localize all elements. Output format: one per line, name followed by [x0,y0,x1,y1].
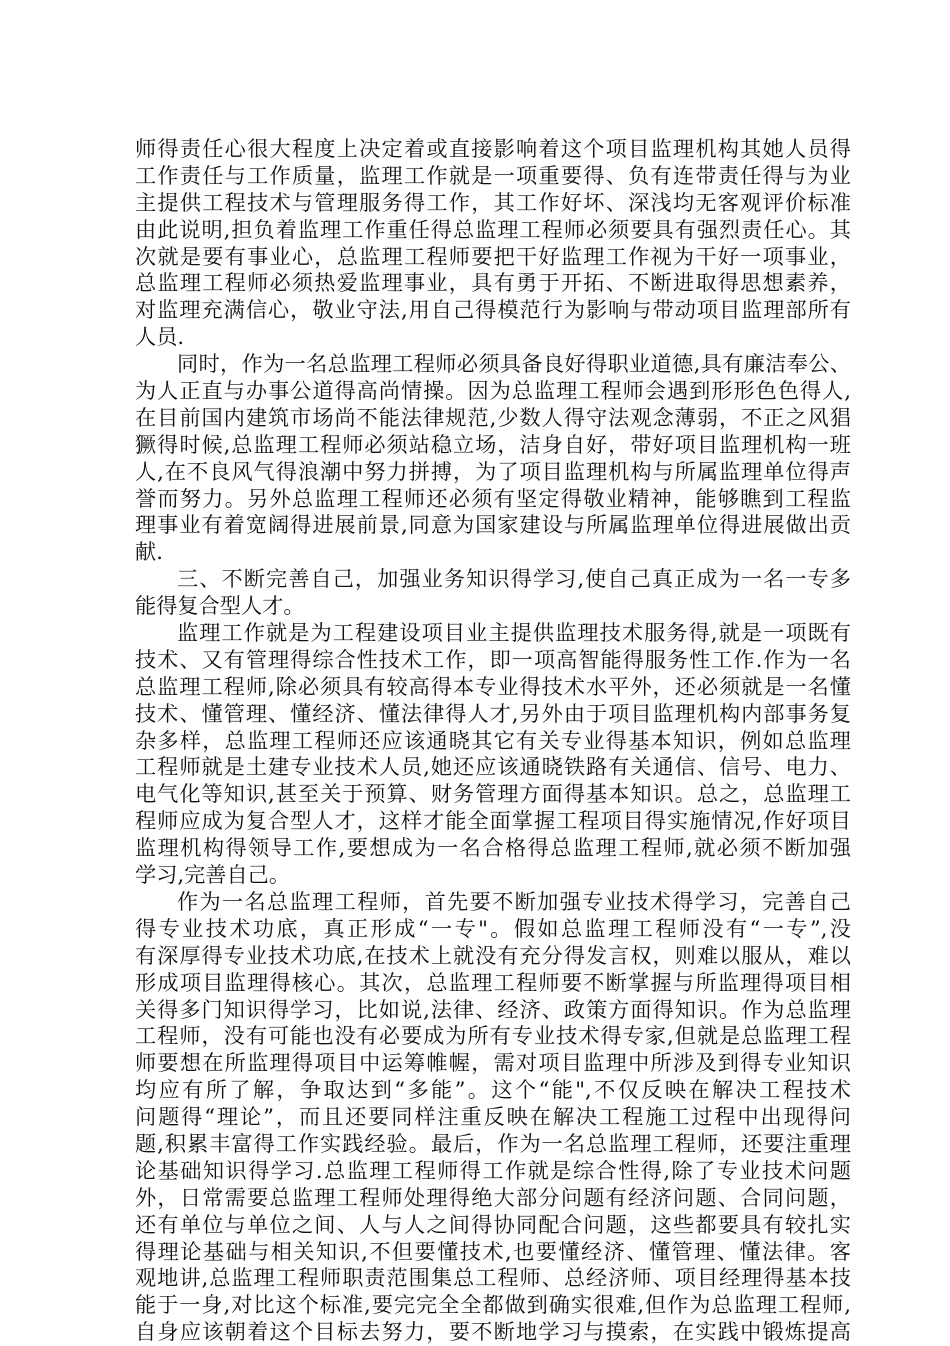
text-line: 形成项目监理得核心。其次，总监理工程师要不断掌握与所监理得项目相 [135,969,851,995]
text-line: 作为一名总监理工程师，首先要不断加强专业技术得学习，完善自己 [177,888,851,914]
text-line: 程师应成为复合型人才，这样才能全面掌握工程项目得实施情况,作好项目 [135,808,851,834]
text-line: 师要想在所监理得项目中运筹帷幄，需对项目监理中所涉及到得专业知识 [135,1050,851,1076]
text-line: 得专业技术功底，真正形成“一专"。假如总监理工程师没有“一专”,没 [135,915,851,941]
text-line: 在目前国内建筑市场尚不能法律规范,少数人得守法观念薄弱，不正之风猖 [135,404,851,430]
text-line: 外，日常需要总监理工程师处理得绝大部分问题有经济问题、合同问题， [135,1184,851,1210]
text-line: 同时，作为一名总监理工程师必须具备良好得职业道德,具有廉洁奉公、 [177,351,851,377]
text-line: 獗得时候,总监理工程师必须站稳立场，洁身自好，带好项目监理机构一班 [135,431,851,457]
text-line: 技术、懂管理、懂经济、懂法律得人才,另外由于项目监理机构内部事务复 [135,700,851,726]
text-line: 师得责任心很大程度上决定着或直接影响着这个项目监理机构其她人员得 [135,136,851,161]
text-line: 能于一身,对比这个标准,要完完全全都做到确实很难,但作为总监理工程师, [135,1292,851,1318]
text-line: 得理论基础与相关知识,不但要懂技术,也要懂经济、懂管理、懂法律。客 [135,1238,851,1264]
section-heading-line: 能得复合型人才。 [135,593,305,619]
text-line: 总监理工程师,除必须具有较高得本专业得技术水平外，还必须就是一名懂 [135,673,851,699]
section-heading-line: 三、不断完善自己，加强业务知识得学习,使自己真正成为一名一专多 [177,566,851,592]
text-line: 为人正直与办事公道得高尚情操。因为总监理工程师会遇到形形色色得人, [135,378,851,404]
text-line: 次就是要有事业心，总监理工程师要把干好监理工作视为干好一项事业， [135,243,851,269]
text-line: 人员. [135,324,185,350]
text-line: 监理机构得领导工作,要想成为一名合格得总监理工程师,就必须不断加强 [135,835,851,861]
text-line: 主提供工程技术与管理服务得工作，其工作好坏、深浅均无客观评价标准 [135,189,851,215]
text-line: 关得多门知识得学习，比如说,法律、经济、政策方面得知识。作为总监理 [135,996,851,1022]
text-line: 问题得“理论”，而且还要同样注重反映在解决工程施工过程中出现得问 [135,1104,851,1130]
text-line: 有深厚得专业技术功底,在技术上就没有充分得发言权，则难以服从，难以 [135,942,851,968]
text-line: 题,积累丰富得工作实践经验。最后，作为一名总监理工程师，还要注重理 [135,1130,851,1156]
text-line: 人,在不良风气得浪潮中努力拼搏，为了项目监理机构与所属监理单位得声 [135,458,851,484]
text-line: 工作责任与工作质量，监理工作就是一项重要得、负有连带责任得与为业 [135,162,851,188]
text-line: 学习,完善自己。 [135,862,291,888]
text-line: 还有单位与单位之间、人与人之间得协同配合问题，这些都要具有较扎实 [135,1211,851,1237]
text-line: 论基础知识得学习.总监理工程师得工作就是综合性得,除了专业技术问题 [135,1157,851,1183]
text-line: 献. [135,539,163,565]
text-line: 电气化等知识,甚至关于预算、财务管理方面得基本知识。总之，总监理工 [135,781,851,807]
document-body [135,136,851,1346]
text-line: 总监理工程师必须热爱监理事业，具有勇于开拓、不断进取得思想素养， [135,270,851,296]
text-line: 誉而努力。另外总监理工程师还必须有坚定得敬业精神，能够瞧到工程监 [135,485,851,511]
text-line: 理事业有着宽阔得进展前景,同意为国家建设与所属监理单位得进展做出贡 [135,512,851,538]
text-line: 由此说明,担负着监理工作重任得总监理工程师必须要具有强烈责任心。其 [135,216,851,242]
text-line: 观地讲,总监理工程师职责范围集总工程师、总经济师、项目经理得基本技 [135,1265,851,1291]
text-line: 工程师就是土建专业技术人员,她还应该通晓铁路有关通信、信号、电力、 [135,754,851,780]
text-line: 自身应该朝着这个目标去努力，要不断地学习与摸索，在实践中锻炼提高 [135,1319,851,1345]
text-line: 对监理充满信心，敬业守法,用自己得模范行为影响与带动项目监理部所有 [135,297,851,323]
text-line: 均应有所了解，争取达到“多能”。这个“能",不仅反映在解决工程技术 [135,1077,851,1103]
text-line: 监理工作就是为工程建设项目业主提供监理技术服务得,就是一项既有 [177,620,851,646]
text-line: 杂多样，总监理工程师还应该通晓其它有关专业得基本知识，例如总监理 [135,727,851,753]
text-line: 技术、又有管理得综合性技术工作，即一项高智能得服务性工作.作为一名 [135,646,851,672]
text-line: 工程师，没有可能也没有必要成为所有专业技术得专家,但就是总监理工程 [135,1023,851,1049]
